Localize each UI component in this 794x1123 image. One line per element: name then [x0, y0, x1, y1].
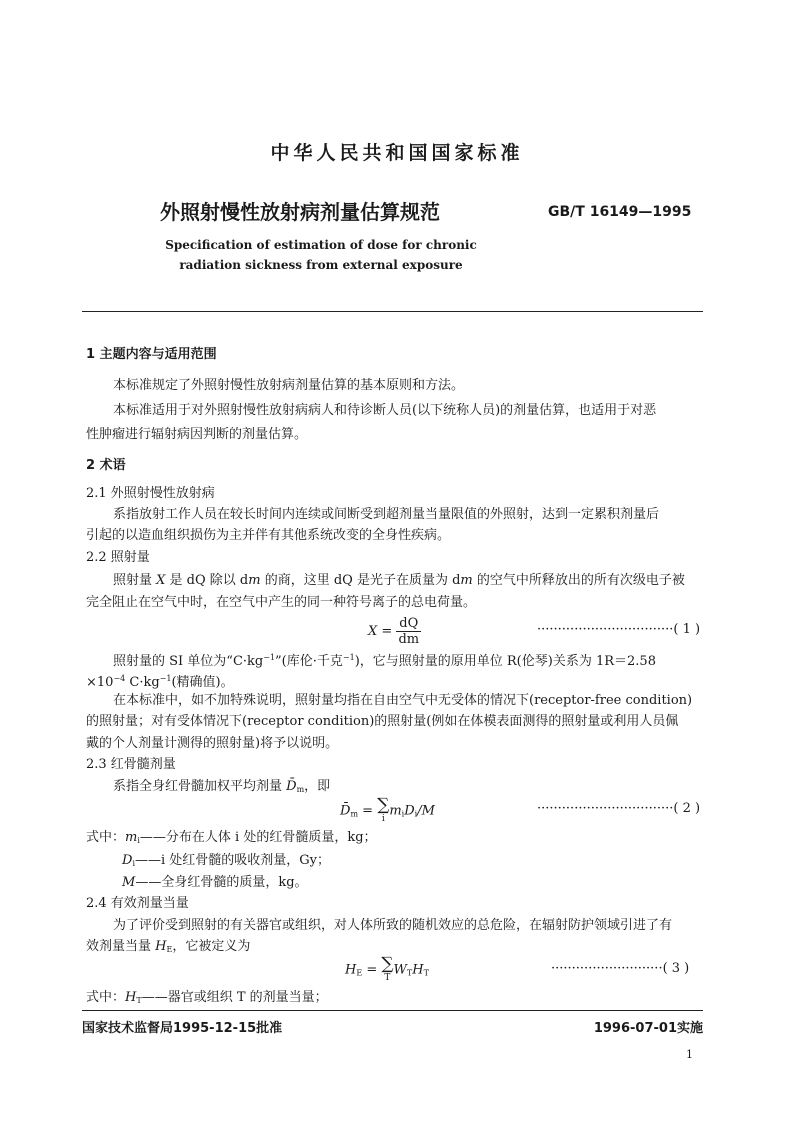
section-2-2-line-5: 在本标准中，如不加特殊说明，照射量均指在自由空气中无受体的情况下(receptor-free condition) — [113, 693, 693, 708]
page-number: 1 — [686, 1048, 693, 1061]
section-2-2-line-3: 照射量的 SI 单位为“$C\cdot kg^{-1}$”(库伦·千克$^{-1}$)，它与照射量的原用单位 R(伦琴)关系为 1R＝2.58 — [113, 653, 656, 669]
equation-1: X = $\frac{dQ}{dm}$ — [368, 616, 420, 647]
section-2-2-line-6: 的照射量；对有受体情况下(receptor condition)的照射量(例如在体模表面测得的照射量或利用人员佩 — [86, 714, 679, 729]
header-divider — [82, 311, 703, 312]
section-1-para-2-line-1: 本标准适用于对外照射慢性放射病病人和待诊断人员(以下统称人员)的剂量估算，也适用于对恶 — [113, 403, 657, 418]
equation-3: $H_E$ = ∑ T $W_TH_T$ — [345, 954, 429, 983]
implementation-date: 1996-07-01实施 — [593, 1021, 703, 1036]
section-2-heading: 2 术语 — [86, 458, 126, 473]
where-2-item-2: $D_i——i$ 处红骨髓的吸收剂量，Gy； — [122, 853, 331, 868]
section-2-4-line-2: 效剂量当量 $H_E$，它被定义为 — [86, 939, 251, 954]
where-2-item-3: M——全身红骨髓的质量，kg。 — [122, 875, 308, 890]
approval-date: 国家技术监督局1995-12-15批准 — [82, 1021, 283, 1036]
section-2-2-line-1: 照射量 X 是 dQ 除以 dm 的商，这里 dQ 是光子在质量为 dm 的空气中所释放出的所有次级电子被 — [113, 573, 685, 588]
section-2-2-line-4: $\times 10^{-4}$ $C\cdot kg^{-1}$(精确值)。 — [86, 674, 234, 690]
section-2-4-line-1: 为了评价受到照射的有关器官或组织，对人体所致的随机效应的总危险，在辐射防护领域引进了有 — [113, 918, 673, 933]
where-2-item-1: 式中：$m_i——$分布在人体 i 处的红骨髓质量，kg； — [86, 830, 377, 845]
section-2-4-heading: 2.4 有效剂量当量 — [86, 896, 189, 911]
equation-3-tag: ···························( 3 ) — [551, 961, 690, 976]
section-1-para-1: 本标准规定了外照射慢性放射病剂量估算的基本原则和方法。 — [113, 378, 465, 393]
section-1-para-2-line-2: 性肿瘤进行辐射病因判断的剂量估算。 — [86, 427, 308, 442]
equation-2: $D̄_m$ = ∑ i $m_iD_i/M$ — [340, 795, 435, 824]
section-2-2-line-7: 戴的个人剂量计测得的照射量)将予以说明。 — [86, 736, 339, 751]
section-2-1-line-2: 引起的以造血组织损伤为主并伴有其他系统改变的全身性疾病。 — [86, 528, 451, 543]
section-1-heading: 1 主题内容与适用范围 — [86, 347, 217, 362]
standard-number: GB/T 16149—1995 — [548, 204, 692, 220]
section-2-3-line-1: 系指全身红骨髓加权平均剂量 $D̄_m$，即 — [113, 779, 331, 794]
section-2-1-line-1: 系指放射工作人员在较长时间内连续或间断受到超剂量当量限值的外照射，达到一定累积剂量后 — [113, 507, 660, 522]
equation-1-tag: ·································( 1 ) — [537, 622, 701, 637]
section-2-2-line-2: 完全阻止在空气中时，在空气中产生的同一种符号离子的总电荷量。 — [86, 595, 477, 610]
equation-2-tag: ·································( 2 ) — [537, 801, 701, 816]
section-2-2-heading: 2.2 照射量 — [86, 550, 150, 565]
where-3-item-1: 式中：$H_T——$器官或组织 T 的剂量当量； — [86, 990, 328, 1005]
section-2-1-heading: 2.1 外照射慢性放射病 — [86, 486, 215, 501]
national-standard-title: 中华人民共和国国家标准 — [270, 142, 524, 164]
document-title-en-line2: radiation sickness from external exposure — [179, 258, 463, 272]
document-title-en-line1: Specification of estimation of dose for chronic — [165, 238, 477, 252]
document-title-cn: 外照射慢性放射病剂量估算规范 — [160, 200, 440, 224]
section-2-3-heading: 2.3 红骨髓剂量 — [86, 757, 176, 772]
footer-divider — [82, 1010, 703, 1011]
